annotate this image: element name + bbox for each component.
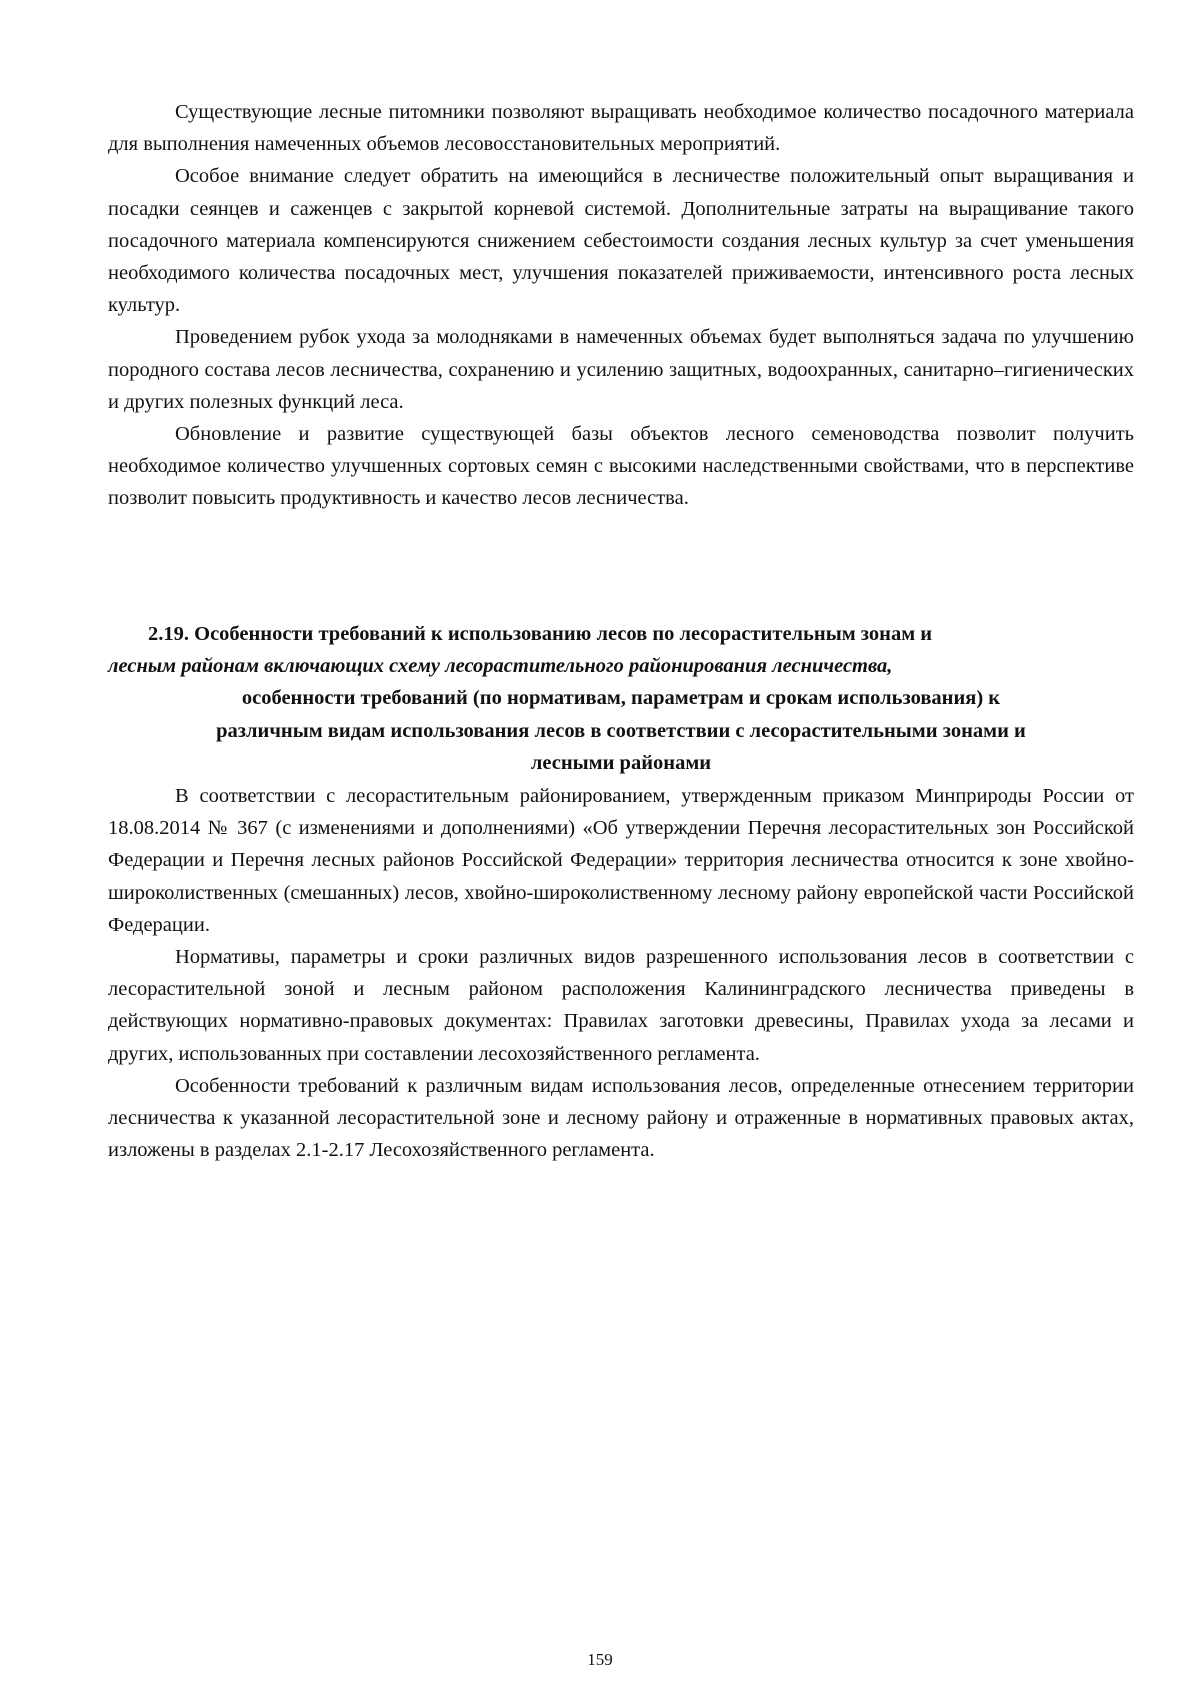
paragraph-zoning: В соответствии с лесорастительным районированием, утвержденным приказом Минприроды России от 18.08.2014 № 367 (с изменениями и дополнениями) «Об утверждении Перечня лесорастительных зон Российской Федерации и Перечня лесных районов Российской Федерации» территория лесничества относится к зоне хвойно-широколиственных (смешанных) лесов, хвойно-широколиственному лесному району европейской части Российской Федерации. xyxy=(108,785,1134,936)
section-heading xyxy=(108,618,1134,779)
heading-line-2: лесным районам включающих схему лесорастительного районирования лесничества, xyxy=(108,655,893,678)
heading-line-1: 2.19. Особенности требований к использованию лесов по лесорастительным зонам и xyxy=(148,623,933,645)
page-number: 159 xyxy=(587,1650,613,1669)
heading-line-5: лесными районами xyxy=(530,751,712,774)
paragraph-requirements: Особенности требований к различным видам использования лесов, определенные отнесением территории лесничества к указанной лесорастительной зоне и лесному району и отраженные в нормативных правовых актах, изложены в разделах 2.1-2.17 Лесохозяйственного регламента. xyxy=(108,1074,1134,1162)
heading-line-4: различным видам использования лесов в соответствии с лесорастительными зонами и xyxy=(216,719,1026,742)
paragraph-seed-base: Обновление и развитие существующей базы объектов лесного семеноводства позволит получить необходимое количество улучшенных сортовых семян с высокими наследственными свойствами, что в перспективе позволит повысить продуктивность и качество лесов лесничества. xyxy=(108,423,1134,510)
heading-line-3: особенности требований (по нормативам, параметрам и срокам использования) к xyxy=(241,687,1001,710)
paragraph-closed-root-system: Особое внимание следует обратить на имеющийся в лесничестве положительный опыт выращивания и посадки сеянцев и саженцев с закрытой корневой системой. Дополнительные затраты на выращивание такого посадочного материала компенсируются снижением себестоимости создания лесных культур за счет уменьшения необходимого количества посадочных мест, улучшения показателей приживаемости, интенсивного роста лесных культур. xyxy=(108,165,1134,317)
paragraph-thinning: Проведением рубок ухода за молодняками в намеченных объемах будет выполняться задача по улучшению породного состава лесов лесничества, сохранению и усилению защитных, водоохранных, санитарно–гигиенических и других полезных функций леса. xyxy=(108,326,1134,413)
intro-section xyxy=(108,96,1134,515)
paragraph-norms: Нормативы, параметры и сроки различных видов разрешенного использования лесов в соответствии с лесорастительной зоной и лесным районом расположения Калининградского лесничества приведены в действующих нормативно-правовых документах: Правилах заготовки древесины, Правилах ухода за лесами и других, использованных при составлении лесохозяйственного регламента. xyxy=(108,946,1134,1065)
paragraph-nurseries: Существующие лесные питомники позволяют выращивать необходимое количество посадочного материала для выполнения намеченных объемов лесовосстановительных мероприятий. xyxy=(108,101,1134,156)
section-body xyxy=(108,780,1134,1166)
